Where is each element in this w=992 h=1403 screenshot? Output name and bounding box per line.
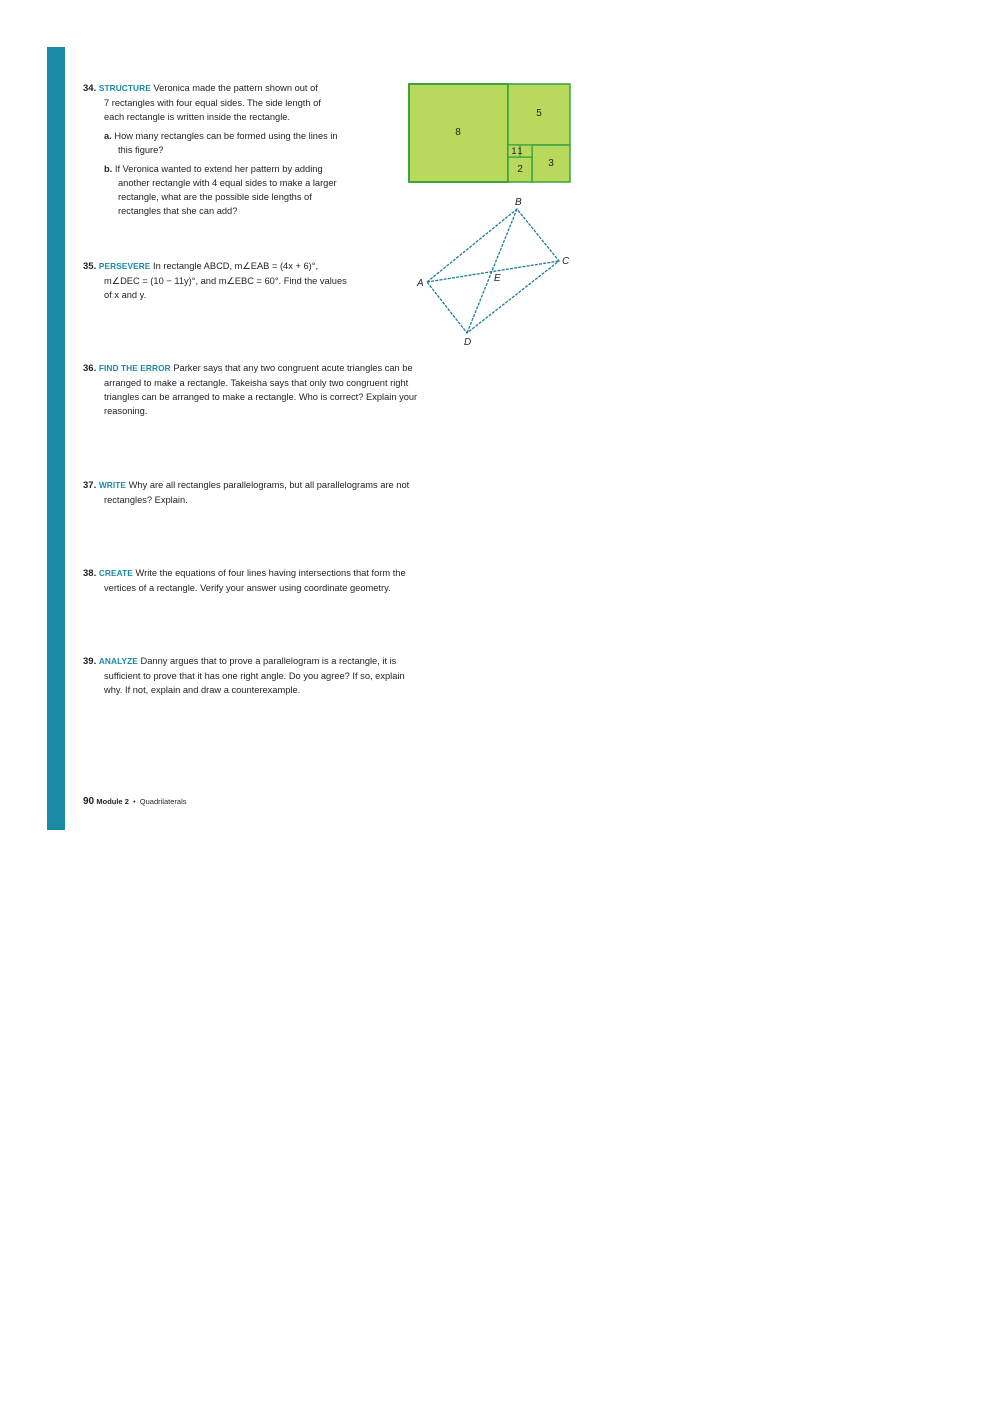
problem-number: 39. [83,656,97,667]
side-accent-bar [47,47,65,830]
problem-text-line: Write the equations of four lines having intersections that form the [135,568,406,578]
part-text-line: If Veronica wanted to extend her pattern by adding [114,164,323,174]
problem-34-part-a [83,129,403,157]
problem-text-line: why. If not, explain and draw a counterexample. [104,685,301,695]
problem-number: 35. [83,261,97,272]
problem-keyword: CREATE [98,568,133,578]
vertex-label-d: D [464,337,472,348]
part-label: b. [104,164,113,174]
problem-text-line: sufficient to prove that it has one right angle. Do you agree? If so, explain [104,671,405,681]
part-text-line: rectangles that she can add? [118,206,238,216]
problem-37 [83,478,483,507]
part-label: a. [104,131,112,141]
rectangle-abcd-figure [410,192,580,352]
problem-text-line: vertices of a rectangle. Verify your answer using coordinate geometry. [104,583,391,593]
problem-number: 34. [83,83,97,94]
problem-text-line: arranged to make a rectangle. Takeisha says that only two congruent right [104,378,409,388]
part-text-line: another rectangle with 4 equal sides to make a larger [118,178,337,188]
vertex-label-a: A [417,278,424,289]
vertex-label-c: C [562,256,570,267]
page-number: 90 [83,796,95,807]
footer-topic: Quadrilaterals [139,797,187,806]
problem-text-line: In rectangle ABCD, m∠EAB = (4x + 6)°, [153,261,319,271]
footer-separator: • [133,799,136,806]
problem-number: 37. [83,480,97,491]
problem-keyword: ANALYZE [98,656,138,666]
problem-text-line: 7 rectangles with four equal sides. The side length of [104,98,321,108]
problem-39 [83,654,483,697]
problem-34 [83,81,403,218]
problem-text-line: rectangles? Explain. [104,495,188,505]
footer-module: Module 2 [96,797,129,806]
part-text-line: rectangle, what are the possible side lengths of [118,192,312,202]
vertex-label-b: B [515,197,522,208]
problem-text-line: m∠DEC = (10 − 11y)°, and m∠EBC = 60°. Find the values [104,276,347,286]
diagonal-ac [427,261,559,282]
problem-34-part-b [83,162,403,218]
square-label-3: 3 [548,158,554,169]
problem-number: 38. [83,568,97,579]
square-label-8: 8 [455,127,461,138]
problem-keyword: WRITE [98,480,127,490]
problem-number: 36. [83,363,97,374]
square-label-1b: 1 [517,146,523,156]
problem-38 [83,566,483,595]
problem-text-line: Why are all rectangles parallelograms, but all parallelograms are not [128,480,410,490]
problem-keyword: STRUCTURE [98,83,151,93]
part-text-line: this figure? [118,145,164,155]
page-footer [83,796,187,807]
problem-text-line: reasoning. [104,406,148,416]
problem-text-line: Danny argues that to prove a parallelogram is a rectangle, it is [140,656,397,666]
problem-text-line: triangles can be arranged to make a rectangle. Who is correct? Explain your [104,392,418,402]
square-pattern-figure [407,82,572,184]
problem-keyword: PERSEVERE [98,261,151,271]
problem-text-line: Parker says that any two congruent acute triangles can be [173,363,413,373]
rectangle-abcd-outline [427,209,559,333]
problem-keyword: FIND THE ERROR [98,363,171,373]
problem-35 [83,259,403,302]
square-label-1a: 1 [511,146,517,156]
center-label-e: E [494,273,501,284]
problem-text-line: Veronica made the pattern shown out of [153,83,318,93]
part-text-line: How many rectangles can be formed using the lines in [114,131,338,141]
diagonal-bd [467,209,517,333]
square-label-5: 5 [536,108,542,119]
problem-text-line: each rectangle is written inside the rectangle. [104,112,291,122]
problem-36 [83,361,483,418]
problem-text-line: of x and y. [104,290,147,300]
square-label-2: 2 [517,164,523,175]
